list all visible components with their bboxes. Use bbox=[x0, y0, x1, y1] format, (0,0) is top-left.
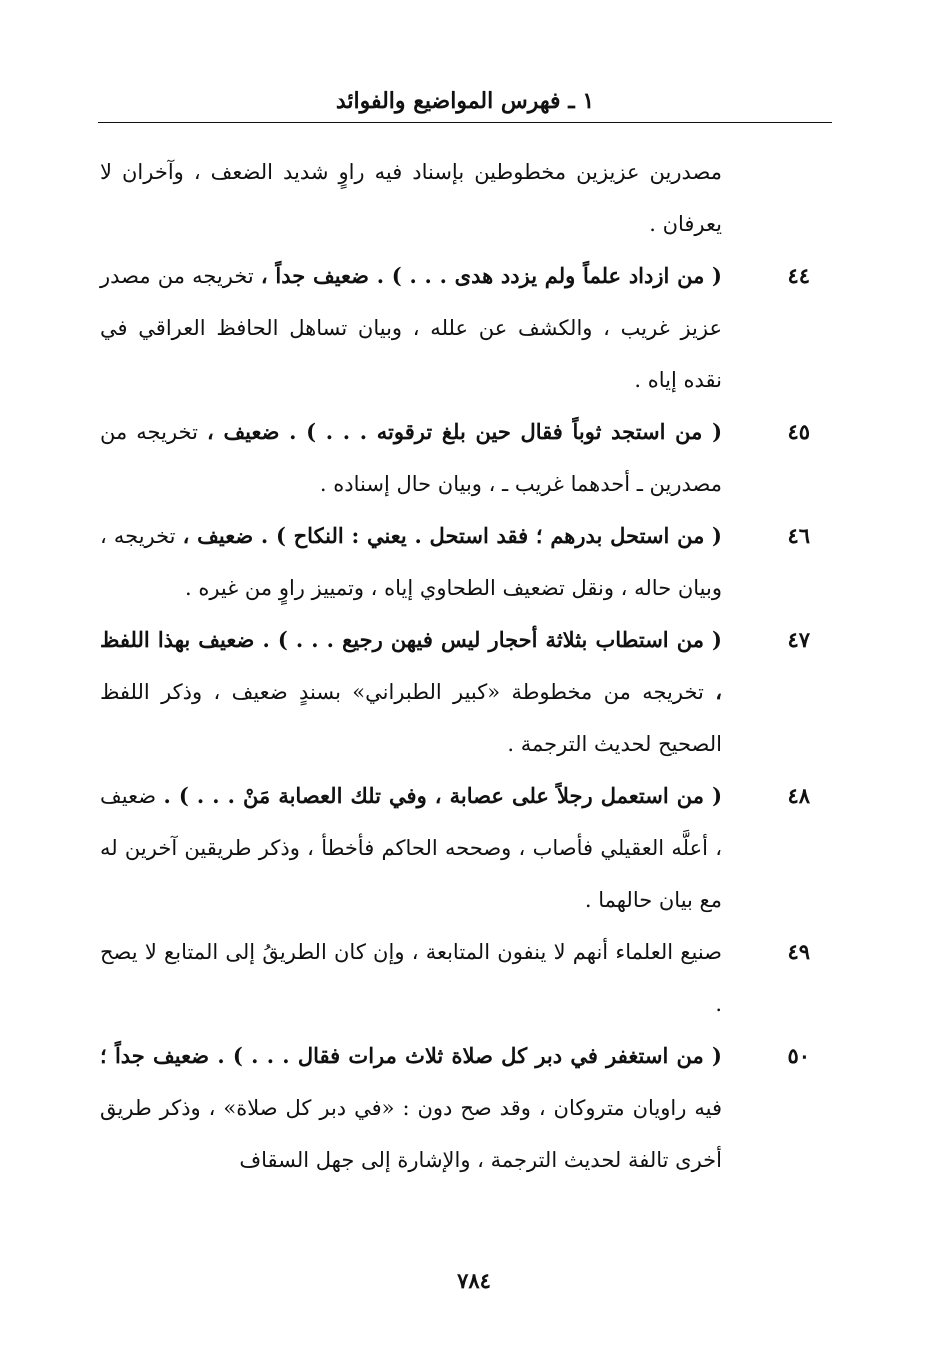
entry-number: ٤٦ bbox=[787, 523, 810, 548]
entry-text bbox=[100, 926, 722, 1030]
index-entry-49 bbox=[100, 926, 822, 1030]
entry-description: تخريجه من مخطوطة «كبير الطبراني» بسندٍ ضعيف ، وذكر اللفظ الصحيح لحديث الترجمة . bbox=[100, 680, 722, 756]
entry-number: ٥٠ bbox=[787, 1043, 810, 1068]
index-entry-46 bbox=[100, 510, 822, 614]
entry-text bbox=[100, 250, 722, 406]
entry-hadith-heading: ( من استحل بدرهم ؛ فقد استحل . يعني : النكاح ) . ضعيف ، bbox=[182, 523, 722, 548]
index-entry-50 bbox=[100, 1030, 822, 1186]
entry-text bbox=[100, 1030, 722, 1186]
entry-number: ٤٨ bbox=[787, 783, 810, 808]
entry-number: ٤٥ bbox=[787, 419, 810, 444]
entry-description: صنيع العلماء أنهم لا ينفون المتابعة ، وإن كان الطريقُ إلى المتابع لا يصح . bbox=[100, 940, 722, 1016]
running-header bbox=[98, 82, 832, 123]
entry-hadith-heading: ( من ازداد علماً ولم يزدد هدى . . . ) . ضعيف جداً ، bbox=[260, 263, 722, 288]
header-title: ١ ـ فهرس المواضيع والفوائد bbox=[335, 88, 595, 114]
page-number: ٧٨٤ bbox=[457, 1268, 491, 1293]
entry-hadith-heading: ( من استعمل رجلاً على عصابة ، وفي تلك العصابة مَنْ . . . ) . bbox=[163, 783, 723, 808]
entry-text bbox=[100, 770, 722, 926]
entry-text bbox=[100, 406, 722, 510]
entry-description: ضعيف ، أعلَّه العقيلي فأصاب ، وصححه الحاكم فأخطأ ، وذكر طريقين آخرين له مع بيان حالهما . bbox=[100, 784, 722, 912]
index-body bbox=[100, 146, 822, 1186]
entry-description: تخريجه ، وبيان حاله ، ونقل تضعيف الطحاوي إياه ، وتمييز راوٍ من غيره . bbox=[100, 524, 722, 600]
index-entry-44 bbox=[100, 250, 822, 406]
entry-hadith-heading: ( من استغفر في دبر كل صلاة ثلاث مرات فقال . . . ) . ضعيف جداً ؛ bbox=[100, 1043, 722, 1068]
entry-description: تخريجه من مصدر عزيز غريب ، والكشف عن علله ، وبيان تساهل الحافظ العراقي في نقده إياه . bbox=[100, 264, 722, 392]
entry-description: فيه راويان متروكان ، وقد صح دون : «في دبر كل صلاة» ، وذكر طريق أخرى تالفة لحديث الترجمة ، والإشارة إلى جهل السقاف bbox=[100, 1096, 722, 1172]
entry-hadith-heading: ( من استطاب بثلاثة أحجار ليس فيهن رجيع . . . ) . ضعيف بهذا اللفظ ، bbox=[100, 627, 722, 704]
entry-number: ٤٧ bbox=[787, 627, 810, 652]
entry-number: ٤٤ bbox=[787, 263, 810, 288]
index-entry-48 bbox=[100, 770, 822, 926]
entry-text bbox=[100, 510, 722, 614]
entry-description: تخريجه من مصدرين ـ أحدهما غريب ـ ، وبيان حال إسناده . bbox=[100, 420, 722, 496]
entry-number: ٤٩ bbox=[787, 939, 810, 964]
index-entry-45 bbox=[100, 406, 822, 510]
index-entry-47 bbox=[100, 614, 822, 770]
entry-hadith-heading: ( من استجد ثوباً فقال حين بلغ ترقوته . . . ) . ضعيف ، bbox=[206, 419, 723, 444]
entry-text bbox=[100, 614, 722, 770]
intro-paragraph bbox=[100, 146, 822, 250]
intro-text: مصدرين عزيزين مخطوطين بإسناد فيه راوٍ شديد الضعف ، وآخران لا يعرفان . bbox=[100, 160, 722, 236]
